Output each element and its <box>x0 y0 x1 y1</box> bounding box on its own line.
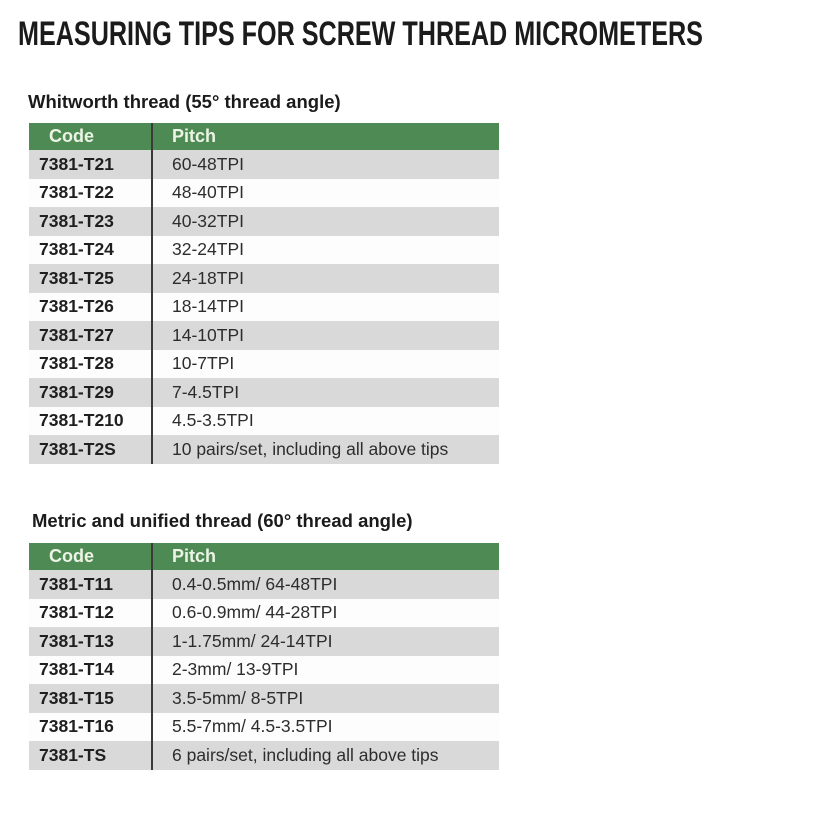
code-cell: 7381-T23 <box>29 207 152 236</box>
pitch-cell: 1-1.75mm/ 24-14TPI <box>172 630 333 651</box>
section-title-whitworth: Whitworth thread (55° thread angle) <box>28 91 341 112</box>
pitch-cell: 0.4-0.5mm/ 64-48TPI <box>172 573 338 594</box>
code-cell: 7381-T24 <box>29 236 152 265</box>
code-cell: 7381-T29 <box>29 378 152 407</box>
pitch-cell: 14-10TPI <box>172 324 244 345</box>
code-cell: 7381-T11 <box>29 570 152 599</box>
pitch-cell: 60-48TPI <box>172 153 244 174</box>
table-row <box>29 599 499 628</box>
table-row <box>29 207 499 236</box>
code-cell: 7381-T21 <box>29 150 152 179</box>
table-header-row <box>29 543 499 570</box>
code-cell: 7381-T13 <box>29 627 152 656</box>
table-row <box>29 264 499 293</box>
table-body <box>29 570 499 770</box>
table-header <box>29 543 499 570</box>
table-header-row <box>29 123 499 150</box>
table-row <box>29 713 499 742</box>
code-cell: 7381-T15 <box>29 684 152 713</box>
code-cell: 7381-T22 <box>29 179 152 208</box>
code-cell: 7381-T27 <box>29 321 152 350</box>
pitch-cell: 10-7TPI <box>172 353 235 374</box>
metric-unified-thread-table <box>29 543 499 770</box>
pitch-cell: 3.5-5mm/ 8-5TPI <box>172 687 304 708</box>
code-cell: 7381-T12 <box>29 599 152 628</box>
table-row <box>29 627 499 656</box>
code-cell: 7381-T16 <box>29 713 152 742</box>
table-row <box>29 656 499 685</box>
table-body <box>29 150 499 464</box>
table-row <box>29 684 499 713</box>
pitch-cell: 5.5-7mm/ 4.5-3.5TPI <box>172 716 333 737</box>
code-cell: 7381-T26 <box>29 293 152 322</box>
code-cell: 7381-TS <box>29 741 152 770</box>
table-row <box>29 293 499 322</box>
pitch-cell: 18-14TPI <box>172 296 244 317</box>
table-row <box>29 179 499 208</box>
pitch-cell: 2-3mm/ 13-9TPI <box>172 659 299 680</box>
table-row <box>29 435 499 464</box>
table-row <box>29 321 499 350</box>
code-column-header: Code <box>29 123 152 150</box>
section-title-metric-unified: Metric and unified thread (60° thread angle) <box>32 510 413 531</box>
pitch-cell: 24-18TPI <box>172 267 244 288</box>
pitch-column-header: Pitch <box>152 123 499 150</box>
table-row <box>29 236 499 265</box>
pitch-column-header: Pitch <box>152 543 499 570</box>
pitch-cell: 10 pairs/set, including all above tips <box>172 438 449 459</box>
table-header <box>29 123 499 150</box>
pitch-cell: 7-4.5TPI <box>172 381 240 402</box>
table-row <box>29 570 499 599</box>
table-row <box>29 741 499 770</box>
code-cell: 7381-T2S <box>29 435 152 464</box>
code-cell: 7381-T28 <box>29 350 152 379</box>
code-column-header: Code <box>29 543 152 570</box>
pitch-cell: 6 pairs/set, including all above tips <box>172 744 439 765</box>
table-row <box>29 150 499 179</box>
pitch-cell: 32-24TPI <box>172 239 244 260</box>
page-title: MEASURING TIPS FOR SCREW THREAD MICROMETERS <box>18 15 703 53</box>
pitch-cell: 0.6-0.9mm/ 44-28TPI <box>172 602 338 623</box>
whitworth-thread-table <box>29 123 499 464</box>
table-row <box>29 350 499 379</box>
code-cell: 7381-T25 <box>29 264 152 293</box>
pitch-cell: 40-32TPI <box>172 210 244 231</box>
pitch-cell: 4.5-3.5TPI <box>172 410 254 431</box>
table-row <box>29 378 499 407</box>
code-cell: 7381-T14 <box>29 656 152 685</box>
table-row <box>29 407 499 436</box>
code-cell: 7381-T210 <box>29 407 152 436</box>
pitch-cell: 48-40TPI <box>172 182 244 203</box>
